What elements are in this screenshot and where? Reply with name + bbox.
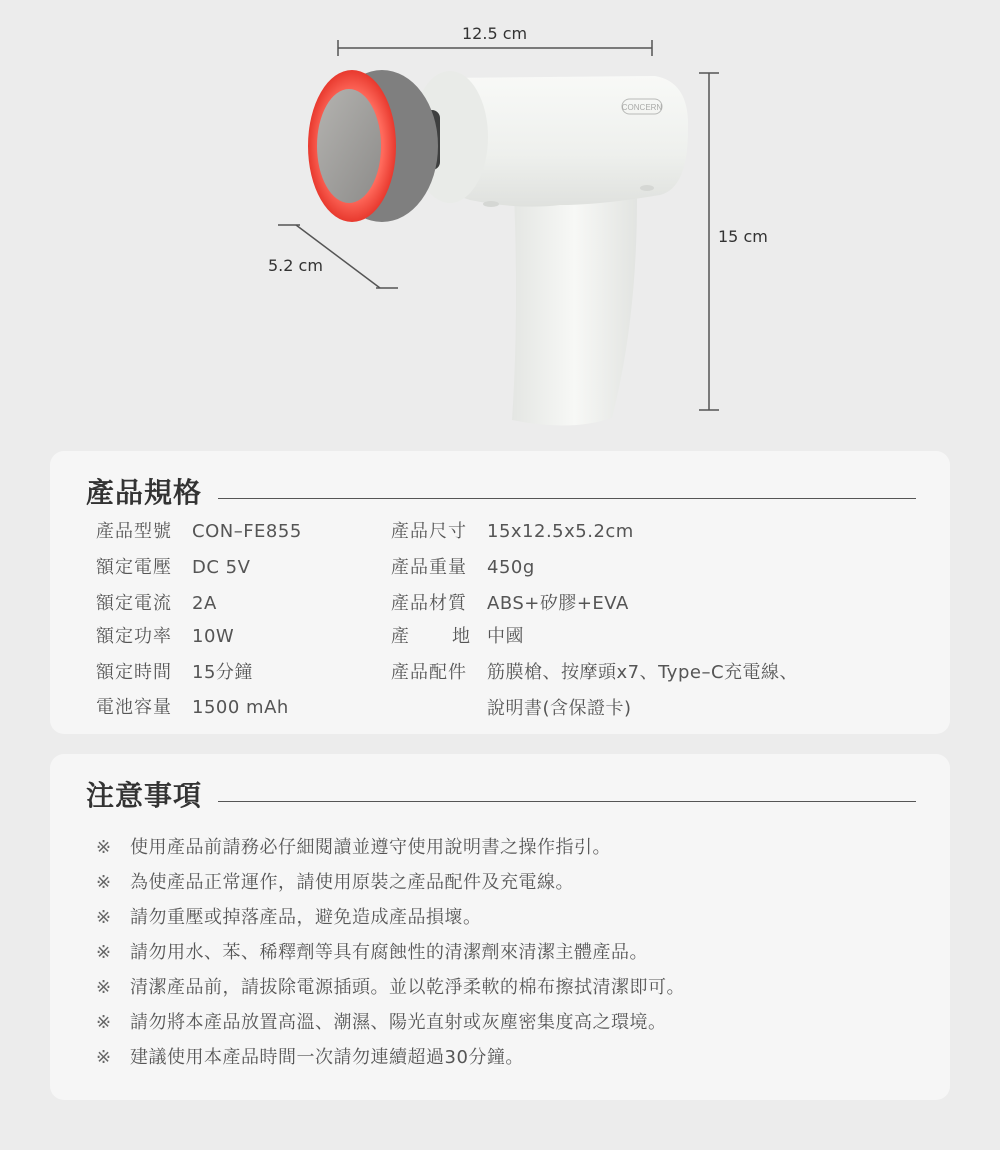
spec-accessories: 產品配件 筋膜槍、按摩頭x7、Type–C充電線、 說明書(含保證卡)	[391, 662, 799, 719]
spec-power: 額定功率 10W	[96, 626, 235, 647]
notice-item: ※ 為使產品正常運作，請使用原裝之產品配件及充電線。	[96, 872, 574, 893]
spec-accessories-line-2: 說明書(含保證卡)	[487, 698, 632, 719]
reference-mark-icon: ※	[96, 1012, 112, 1033]
spec-voltage: 額定電壓 DC 5V	[96, 557, 251, 578]
reference-mark-icon: ※	[96, 872, 112, 893]
spec-model: 產品型號 CON–FE855	[96, 521, 302, 542]
reference-mark-icon: ※	[96, 907, 112, 928]
notice-item: ※ 清潔產品前，請拔除電源插頭。並以乾淨柔軟的棉布擦拭清潔即可。	[96, 977, 685, 998]
height-label: 15 cm	[718, 227, 768, 246]
reference-mark-icon: ※	[96, 977, 112, 998]
notice-item: ※ 請勿將本產品放置高溫、潮濕、陽光直射或灰塵密集度高之環境。	[96, 1012, 667, 1033]
notice-item: ※ 請勿用水、苯、稀釋劑等具有腐蝕性的清潔劑來清潔主體產品。	[96, 942, 648, 963]
brand-logo-text: CONCERN	[621, 103, 663, 112]
specs-card	[50, 451, 950, 734]
notices-list	[96, 836, 685, 1081]
notice-item: ※ 建議使用本產品時間一次請勿連續超過30分鐘。	[96, 1047, 524, 1068]
reference-mark-icon: ※	[96, 1047, 112, 1068]
spec-current: 額定電流 2A	[96, 593, 217, 614]
reference-mark-icon: ※	[96, 837, 112, 858]
product-hero	[0, 0, 1000, 440]
specs-title: 產品規格	[86, 476, 203, 509]
reference-mark-icon: ※	[96, 942, 112, 963]
specs-divider	[218, 498, 916, 499]
spec-size: 產品尺寸 15x12.5x5.2cm	[391, 521, 634, 542]
notice-item: ※ 使用產品前請務必仔細閱讀並遵守使用說明書之操作指引。	[96, 837, 611, 858]
notice-item: ※ 請勿重壓或掉落產品，避免造成產品損壞。	[96, 907, 482, 928]
spec-battery: 電池容量 1500 mAh	[96, 697, 289, 718]
notices-title: 注意事項	[86, 779, 203, 812]
spec-weight: 產品重量 450g	[391, 557, 535, 578]
notices-divider	[218, 801, 916, 802]
spec-rated-time: 額定時間 15分鐘	[96, 662, 253, 683]
depth-label: 5.2 cm	[268, 256, 323, 275]
width-label: 12.5 cm	[462, 24, 528, 43]
massage-gun-illustration	[0, 0, 1000, 440]
massage-head-pad	[317, 89, 381, 203]
notices-card	[50, 754, 950, 1100]
spec-material: 產品材質 ABS+矽膠+EVA	[391, 593, 629, 614]
spec-origin: 產 地 中國	[391, 626, 524, 647]
height-dimension-line	[699, 73, 719, 410]
